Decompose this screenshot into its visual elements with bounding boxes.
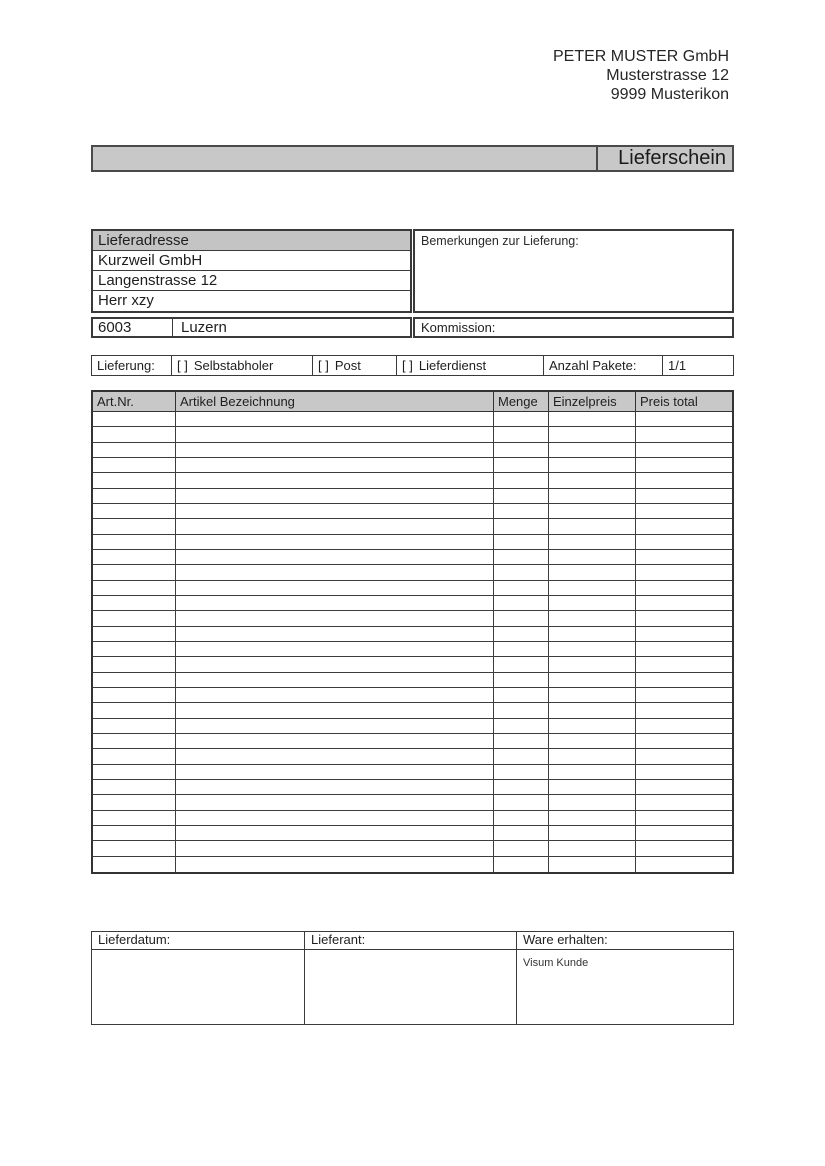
table-cell (494, 841, 549, 855)
table-cell (176, 627, 494, 641)
table-cell (176, 857, 494, 872)
remarks-box (413, 229, 734, 313)
table-cell (636, 642, 732, 656)
table-cell (549, 811, 636, 825)
table-cell (494, 795, 549, 809)
checkbox-lieferdienst-icon: [ ] (402, 358, 413, 373)
table-cell (176, 795, 494, 809)
table-cell (176, 642, 494, 656)
table-cell (549, 765, 636, 779)
table-row (93, 749, 732, 764)
table-cell (494, 489, 549, 503)
table-cell (636, 611, 732, 625)
table-cell (176, 596, 494, 610)
shipping-row (91, 355, 734, 376)
zip-city-row (91, 317, 412, 338)
table-cell (494, 627, 549, 641)
table-cell (176, 519, 494, 533)
table-row (93, 703, 732, 718)
table-cell (636, 412, 732, 426)
table-cell (549, 565, 636, 579)
table-cell (176, 427, 494, 441)
table-cell (176, 841, 494, 855)
table-cell (549, 749, 636, 763)
column-header-preis-total: Preis total (640, 394, 698, 409)
table-cell (176, 581, 494, 595)
table-cell (549, 611, 636, 625)
table-row (93, 688, 732, 703)
table-cell (636, 443, 732, 457)
company-name: PETER MUSTER GmbH (552, 48, 729, 65)
table-cell (176, 412, 494, 426)
table-cell (494, 811, 549, 825)
table-row (93, 826, 732, 841)
table-cell (176, 550, 494, 564)
table-cell (494, 703, 549, 717)
checkbox-post-icon: [ ] (318, 358, 329, 373)
table-row (93, 780, 732, 795)
table-cell (93, 734, 176, 748)
table-cell (549, 412, 636, 426)
table-cell (93, 627, 176, 641)
table-cell (93, 657, 176, 671)
table-cell (494, 826, 549, 840)
visum-kunde-note: Visum Kunde (523, 957, 589, 969)
table-row (93, 611, 732, 626)
table-row (93, 719, 732, 734)
table-cell (93, 565, 176, 579)
table-cell (636, 581, 732, 595)
table-cell (636, 719, 732, 733)
table-cell (176, 688, 494, 702)
document-title: Lieferschein (596, 147, 732, 170)
table-cell (549, 780, 636, 794)
table-cell (494, 473, 549, 487)
table-cell (636, 765, 732, 779)
table-cell (636, 688, 732, 702)
table-cell (494, 673, 549, 687)
table-cell (636, 673, 732, 687)
table-cell (93, 795, 176, 809)
table-cell (176, 703, 494, 717)
table-row (93, 857, 732, 872)
table-cell (93, 826, 176, 840)
table-row (93, 550, 732, 565)
delivery-address-line: Herr xzy (93, 291, 410, 311)
column-header-artnr: Art.Nr. (93, 392, 176, 411)
remarks-label: Bemerkungen zur Lieferung: (421, 234, 579, 248)
table-cell (93, 765, 176, 779)
table-cell (549, 627, 636, 641)
table-cell (494, 535, 549, 549)
table-cell (93, 703, 176, 717)
table-cell (93, 841, 176, 855)
received-area (517, 950, 733, 1024)
table-row (93, 841, 732, 856)
table-cell (549, 826, 636, 840)
table-cell (494, 780, 549, 794)
table-cell (176, 749, 494, 763)
table-cell (176, 765, 494, 779)
table-row (93, 765, 732, 780)
table-row (93, 443, 732, 458)
table-cell (636, 489, 732, 503)
shipping-option-label: Selbstabholer (193, 358, 274, 373)
table-cell (494, 596, 549, 610)
table-cell (494, 688, 549, 702)
table-cell (549, 673, 636, 687)
footer-col-ware-erhalten (517, 932, 733, 1024)
table-cell (549, 535, 636, 549)
table-row (93, 642, 732, 657)
table-cell (549, 427, 636, 441)
table-cell (176, 780, 494, 794)
table-cell (636, 473, 732, 487)
table-cell (549, 489, 636, 503)
table-cell (93, 642, 176, 656)
items-table (91, 390, 734, 874)
table-cell (494, 734, 549, 748)
table-cell (494, 443, 549, 457)
table-cell (636, 857, 732, 872)
table-cell (93, 427, 176, 441)
table-cell (93, 811, 176, 825)
table-cell (494, 857, 549, 872)
document-title-bar (91, 145, 734, 172)
table-row (93, 427, 732, 442)
shipping-option-label: Lieferdienst (418, 358, 487, 373)
delivery-date-area (92, 950, 304, 1024)
table-cell (549, 734, 636, 748)
table-row (93, 458, 732, 473)
packages-value: 1/1 (668, 358, 687, 373)
table-cell (636, 504, 732, 518)
table-cell (549, 581, 636, 595)
column-header-einzelpreis: Einzelpreis (549, 392, 636, 411)
table-row (93, 657, 732, 672)
table-cell (549, 596, 636, 610)
table-cell (636, 795, 732, 809)
table-cell (494, 611, 549, 625)
table-cell (494, 458, 549, 472)
table-cell (549, 841, 636, 855)
table-cell (176, 535, 494, 549)
table-cell (176, 443, 494, 457)
table-cell (636, 565, 732, 579)
table-cell (93, 719, 176, 733)
table-cell (176, 826, 494, 840)
table-cell (494, 719, 549, 733)
table-cell (549, 703, 636, 717)
table-cell (549, 657, 636, 671)
table-cell (176, 673, 494, 687)
table-cell (494, 581, 549, 595)
items-table-body (93, 412, 732, 872)
table-cell (549, 857, 636, 872)
table-cell (93, 596, 176, 610)
table-cell (176, 565, 494, 579)
table-cell (176, 504, 494, 518)
table-cell (549, 550, 636, 564)
table-cell (636, 734, 732, 748)
footer-col-lieferdatum (92, 932, 305, 1024)
table-cell (494, 749, 549, 763)
table-cell (93, 550, 176, 564)
table-row (93, 627, 732, 642)
table-cell (494, 657, 549, 671)
delivery-address-line: Langenstrasse 12 (93, 271, 410, 291)
table-cell (494, 427, 549, 441)
footer-col-lieferant (305, 932, 517, 1024)
zip-cell: 6003 (93, 319, 173, 336)
table-cell (636, 550, 732, 564)
table-row (93, 734, 732, 749)
table-cell (636, 519, 732, 533)
delivery-date-label: Lieferdatum: (92, 932, 304, 950)
company-street: Musterstrasse 12 (606, 67, 729, 84)
supplier-label: Lieferant: (305, 932, 516, 950)
table-cell (93, 611, 176, 625)
table-cell (636, 535, 732, 549)
table-row (93, 795, 732, 810)
table-cell (636, 627, 732, 641)
table-row (93, 565, 732, 580)
table-cell (549, 719, 636, 733)
table-cell (93, 443, 176, 457)
table-cell (176, 458, 494, 472)
table-cell (93, 857, 176, 872)
table-cell (176, 719, 494, 733)
table-cell (176, 611, 494, 625)
table-cell (494, 504, 549, 518)
table-row (93, 673, 732, 688)
table-cell (549, 688, 636, 702)
table-cell (494, 550, 549, 564)
table-cell (636, 657, 732, 671)
table-row (93, 581, 732, 596)
table-cell (93, 519, 176, 533)
table-cell (176, 734, 494, 748)
table-cell (93, 749, 176, 763)
table-cell (494, 412, 549, 426)
table-cell (93, 688, 176, 702)
table-cell (636, 458, 732, 472)
table-cell (636, 703, 732, 717)
table-row (93, 473, 732, 488)
table-row (93, 412, 732, 427)
table-cell (176, 657, 494, 671)
table-row (93, 489, 732, 504)
footer-box (91, 931, 734, 1025)
items-table-header (93, 392, 732, 412)
delivery-address-header: Lieferadresse (93, 231, 410, 251)
shipping-option-lieferdienst (397, 356, 544, 375)
table-cell (636, 826, 732, 840)
company-city: 9999 Musterikon (610, 86, 729, 103)
table-cell (549, 519, 636, 533)
table-cell (549, 473, 636, 487)
shipping-option-selbstabholer (172, 356, 313, 375)
delivery-address-line: Kurzweil GmbH (93, 251, 410, 271)
table-cell (176, 473, 494, 487)
shipping-label: Lieferung: (92, 356, 172, 375)
table-cell (93, 473, 176, 487)
table-cell (176, 489, 494, 503)
table-cell (93, 458, 176, 472)
table-cell (93, 535, 176, 549)
table-cell (549, 642, 636, 656)
city-cell: Luzern (181, 319, 227, 336)
table-cell (176, 811, 494, 825)
table-cell (494, 642, 549, 656)
table-row (93, 596, 732, 611)
received-label: Ware erhalten: (517, 932, 733, 950)
column-header-bezeichnung: Artikel Bezeichnung (176, 392, 494, 411)
table-cell (93, 780, 176, 794)
column-header-menge: Menge (494, 392, 549, 411)
table-cell (549, 458, 636, 472)
table-row (93, 535, 732, 550)
table-cell (494, 519, 549, 533)
table-cell (549, 504, 636, 518)
table-cell (93, 412, 176, 426)
delivery-address-block (91, 229, 412, 313)
table-cell (93, 581, 176, 595)
table-cell (93, 673, 176, 687)
table-cell (636, 780, 732, 794)
table-row (93, 504, 732, 519)
table-cell (93, 504, 176, 518)
table-cell (494, 765, 549, 779)
table-cell (636, 811, 732, 825)
packages-label: Anzahl Pakete: (544, 356, 663, 375)
company-address (553, 47, 729, 104)
table-row (93, 811, 732, 826)
supplier-area (305, 950, 516, 1024)
table-cell (636, 427, 732, 441)
table-cell (549, 443, 636, 457)
commission-row (413, 317, 734, 338)
shipping-option-label: Post (334, 358, 361, 373)
table-cell (636, 749, 732, 763)
commission-label: Kommission: (421, 320, 496, 335)
table-cell (636, 596, 732, 610)
table-row (93, 519, 732, 534)
table-cell (93, 489, 176, 503)
table-cell (494, 565, 549, 579)
table-cell (636, 841, 732, 855)
table-cell (549, 795, 636, 809)
shipping-option-post (313, 356, 397, 375)
checkbox-selbstabholer-icon: [ ] (177, 358, 188, 373)
